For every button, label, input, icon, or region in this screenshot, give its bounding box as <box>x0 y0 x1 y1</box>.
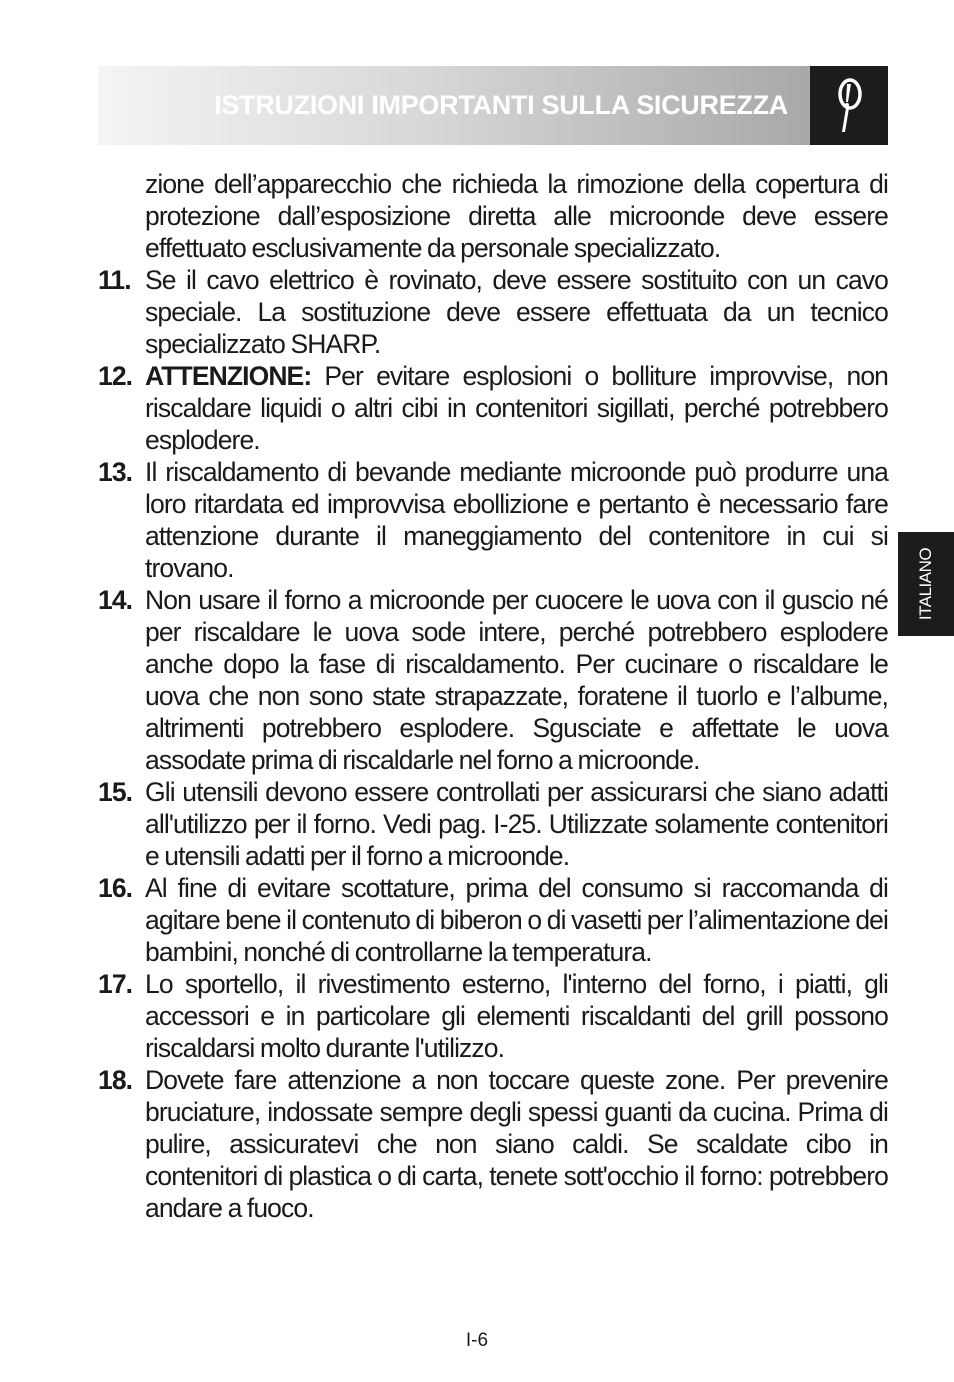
item-number: 14. <box>98 585 133 615</box>
info-exclamation-icon <box>834 76 864 136</box>
continuation-text: zione dell’apparecchio che richieda la rimozione della copertura di protezione dall’esposizione diretta alle microonde deve essere effettuato esclusivamente da personale specializzato. <box>145 169 888 263</box>
list-item <box>98 360 888 456</box>
item-text: Non usare il forno a microonde per cuocere le uova con il guscio né per riscaldare le uova sode intere, perché potrebbero esplodere anche dopo la fase di riscaldamento. Per cucinare o riscaldare le uova che non sono state strapazzate, foratene il tuorlo e l’albume, altrimenti potrebbero esplodere. Sgusciate e affettate le uova assodate prima di riscaldarle nel forno a microonde. <box>145 585 888 775</box>
item-text: Gli utensili devono essere controllati per assicurarsi che siano adatti all'utilizzo per il forno. Vedi pag. I-25. Utilizzate solamente contenitori e utensili adatti per il forno a microonde. <box>145 777 888 871</box>
item-number: 13. <box>98 457 133 487</box>
item-number: 12. <box>98 361 133 391</box>
list-item <box>98 968 888 1064</box>
list-item <box>98 872 888 968</box>
item-text: Al fine di evitare scottature, prima del consumo si raccomanda di agitare bene il contenuto di biberon o di vasetti per l’alimentazione dei bambini, nonché di controllarne la temperatura. <box>145 873 888 967</box>
item-text: Se il cavo elettrico è rovinato, deve essere sostituito con un cavo speciale. La sostituzione deve essere effettuata da un tecnico specializzato SHARP. <box>145 265 888 359</box>
language-tab-label: ITALIANO <box>916 547 935 621</box>
list-item <box>98 456 888 584</box>
language-tab <box>898 532 954 636</box>
list-item <box>98 584 888 776</box>
section-header-bar <box>98 66 810 145</box>
page-number: I-6 <box>465 1330 489 1351</box>
item-number: 18. <box>98 1065 133 1095</box>
item-text: Lo sportello, il rivestimento esterno, l'interno del forno, i piatti, gli accessori e in particolare gli elementi riscaldanti del grill possono riscaldarsi molto durante l'utilizzo. <box>145 969 888 1063</box>
section-title: ISTRUZIONI IMPORTANTI SULLA SICUREZZA <box>214 90 788 120</box>
item-number: 17. <box>98 969 133 999</box>
item-warning-label: ATTENZIONE: <box>145 361 312 391</box>
safety-instructions-list <box>98 168 888 1224</box>
list-item-continuation <box>98 168 888 264</box>
item-number: 11. <box>98 265 131 295</box>
item-text: Dovete fare attenzione a non toccare queste zone. Per prevenire bruciature, indossate sempre degli spessi guanti da cucina. Prima di pulire, assicuratevi che non siano caldi. Se scaldate cibo in contenitori di plastica o di carta, tenete sott'occhio il forno: potrebbero andare a fuoco. <box>145 1065 888 1223</box>
list-item <box>98 264 888 360</box>
header-icon-box <box>810 66 888 145</box>
list-item <box>98 1064 888 1224</box>
item-number: 15. <box>98 777 133 807</box>
item-number: 16. <box>98 873 133 903</box>
item-text: Il riscaldamento di bevande mediante microonde può produrre una loro ritardata ed improvvisa ebollizione e pertanto è necessario fare attenzione durante il maneggiamento del contenitore in cui si trovano. <box>145 457 888 583</box>
item-text: Per evitare esplosioni o bolliture improvvise, non riscaldare liquidi o altri cibi in contenitori sigillati, perché potrebbero esplodere. <box>145 361 888 455</box>
list-item <box>98 776 888 872</box>
